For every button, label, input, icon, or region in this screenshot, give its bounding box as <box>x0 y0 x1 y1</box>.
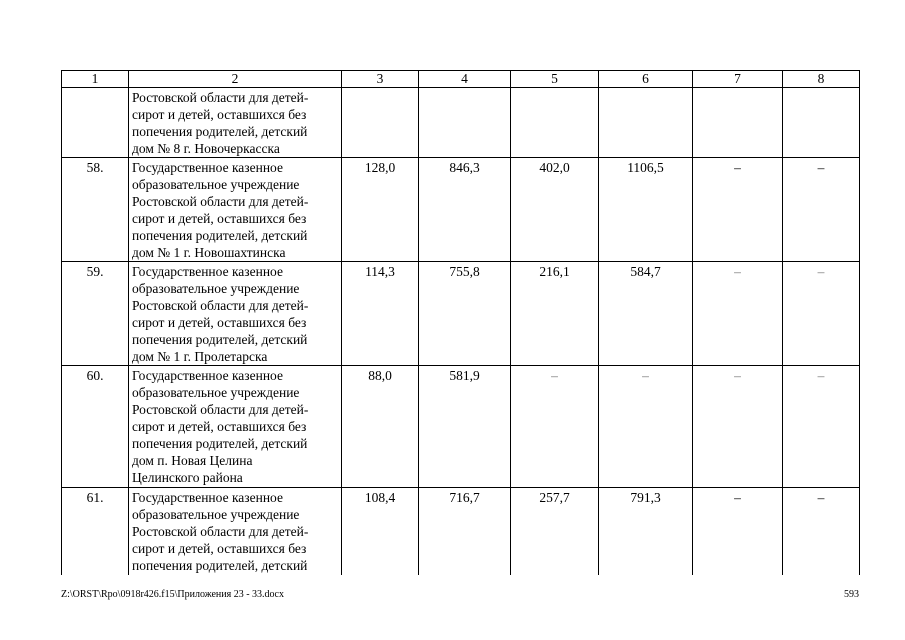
name-line: образовательное учреждение <box>132 385 300 400</box>
value-cell <box>511 88 599 158</box>
header-cell-8: 8 <box>783 71 860 88</box>
row-number-cell <box>62 88 129 158</box>
institution-name-cell <box>129 88 342 158</box>
header-cell-2: 2 <box>129 71 342 88</box>
value-col-7: – <box>693 488 783 575</box>
value-cell <box>599 88 693 158</box>
value-cell <box>783 88 860 158</box>
institution-name-cell <box>129 488 342 575</box>
name-line: дом № 1 г. Новошахтинска <box>132 245 286 260</box>
value-col-3: 108,4 <box>342 488 419 575</box>
value-col-8: – <box>783 158 860 262</box>
name-line: попечения родителей, детский <box>132 124 308 139</box>
table-row <box>62 262 860 366</box>
header-cell-5: 5 <box>511 71 599 88</box>
value-cell <box>693 88 783 158</box>
name-line: сирот и детей, оставшихся без <box>132 419 307 434</box>
name-line: Ростовской области для детей- <box>132 194 309 209</box>
value-col-8: – <box>783 366 860 488</box>
value-cell <box>342 88 419 158</box>
row-number: 59. <box>62 262 129 366</box>
value-col-4: 755,8 <box>419 262 511 366</box>
row-number: 61. <box>62 488 129 575</box>
budget-table <box>61 70 860 575</box>
institution-name-cell <box>129 366 342 488</box>
name-line: сирот и детей, оставшихся без <box>132 211 307 226</box>
name-line: Ростовской области для детей- <box>132 402 309 417</box>
table-row <box>62 158 860 262</box>
value-col-6: 584,7 <box>599 262 693 366</box>
value-col-5: – <box>511 366 599 488</box>
row-number: 58. <box>62 158 129 262</box>
header-cell-4: 4 <box>419 71 511 88</box>
value-col-3: 88,0 <box>342 366 419 488</box>
value-col-6: 791,3 <box>599 488 693 575</box>
name-line: попечения родителей, детский <box>132 436 308 451</box>
header-cell-3: 3 <box>342 71 419 88</box>
value-col-5: 216,1 <box>511 262 599 366</box>
institution-name-cell <box>129 262 342 366</box>
value-col-8: – <box>783 262 860 366</box>
header-cell-1: 1 <box>62 71 129 88</box>
name-line: Государственное казенное <box>132 264 283 279</box>
value-col-7: – <box>693 262 783 366</box>
value-col-3: 128,0 <box>342 158 419 262</box>
institution-name-cell <box>129 158 342 262</box>
name-line: Ростовской области для детей- <box>132 298 309 313</box>
name-line: Государственное казенное <box>132 368 283 383</box>
name-line: Целинского района <box>132 470 243 485</box>
header-row <box>62 71 860 88</box>
value-col-3: 114,3 <box>342 262 419 366</box>
table-row-continuation <box>62 88 860 158</box>
file-path-footer: Z:\ORST\Rpo\0918r426.f15\Приложения 23 - 33.docx <box>61 589 284 600</box>
value-col-7: – <box>693 158 783 262</box>
name-line: сирот и детей, оставшихся без <box>132 107 307 122</box>
name-line: попечения родителей, детский <box>132 332 308 347</box>
value-cell <box>419 88 511 158</box>
value-col-4: 716,7 <box>419 488 511 575</box>
name-line: Государственное казенное <box>132 490 283 505</box>
name-line: Ростовской области для детей- <box>132 524 309 539</box>
name-line: сирот и детей, оставшихся без <box>132 315 307 330</box>
value-col-4: 846,3 <box>419 158 511 262</box>
name-line: Государственное казенное <box>132 160 283 175</box>
value-col-5: 257,7 <box>511 488 599 575</box>
value-col-8: – <box>783 488 860 575</box>
name-line: образовательное учреждение <box>132 507 300 522</box>
table-row <box>62 366 860 488</box>
value-col-5: 402,0 <box>511 158 599 262</box>
table-row <box>62 488 860 575</box>
header-cell-7: 7 <box>693 71 783 88</box>
name-line: Ростовской области для детей- <box>132 90 309 105</box>
value-col-6: – <box>599 366 693 488</box>
header-cell-6: 6 <box>599 71 693 88</box>
name-line: дом № 1 г. Пролетарска <box>132 349 268 364</box>
value-col-4: 581,9 <box>419 366 511 488</box>
name-line: попечения родителей, детский <box>132 558 308 573</box>
value-col-6: 1106,5 <box>599 158 693 262</box>
name-line: дом № 8 г. Новочеркасска <box>132 141 280 156</box>
name-line: образовательное учреждение <box>132 281 300 296</box>
value-col-7: – <box>693 366 783 488</box>
row-number: 60. <box>62 366 129 488</box>
name-line: образовательное учреждение <box>132 177 300 192</box>
name-line: дом п. Новая Целина <box>132 453 253 468</box>
page-number: 593 <box>844 589 859 600</box>
name-line: сирот и детей, оставшихся без <box>132 541 307 556</box>
name-line: попечения родителей, детский <box>132 228 308 243</box>
